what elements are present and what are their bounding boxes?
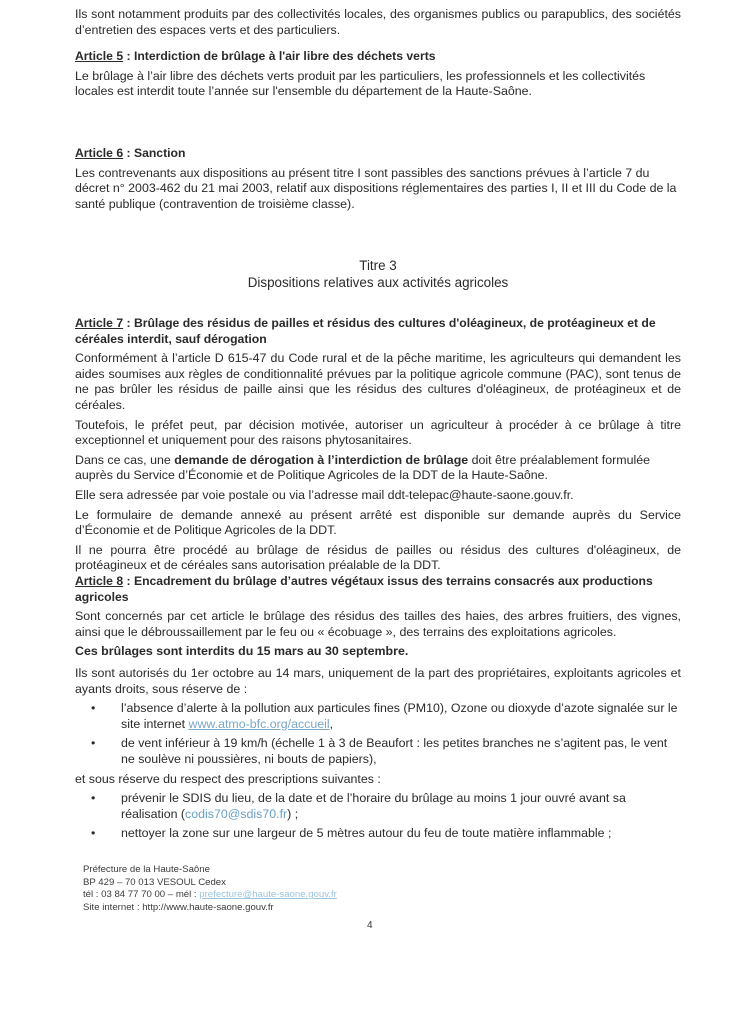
article-7-p3-text: Dans ce cas, une [75, 452, 175, 467]
article-7-paragraph-1: Conformément à l’article D 615-47 du Code rural et de la pêche maritime, les agriculteurs qui demandent les aides soumises aux règles de conditionnalité prévues par la politique agricole commune (PAC), sont tenus de ne pas brûler les résidus de paille ainsi que les résidus des cultures d'oléagineux, de protéagineux et de céréales. [75, 351, 681, 412]
article-7-p3-text-end: doit être préalablement formulée auprès du Service d’Économie et de Politique Agricoles de la DDT de la Haute-Saône. [75, 452, 651, 483]
footer-postal: BP 429 – 70 013 VESOUL Cedex [83, 876, 226, 888]
intro-paragraph [75, 7, 681, 38]
reserve-item [75, 701, 681, 732]
article-8-paragraph-3: Ils sont autorisés du 1er octobre au 14 mars, uniquement de la part des propriétaires, exploitants agricoles et ayants droits, sous réserve de : [75, 665, 681, 696]
article-5-label: Article 5 [75, 49, 124, 63]
reserve-list [75, 701, 681, 767]
codis-email-link[interactable]: codis70@sdis70.fr [185, 806, 288, 821]
article-7-p3-bold: demande de dérogation à l’interdiction de brûlage [174, 452, 469, 467]
titre-subtitle: Dispositions relatives aux activités agricoles [247, 275, 509, 290]
footer-phone: tél : 03 84 77 70 00 – mél : [83, 889, 200, 901]
reserve-item-text: l’absence d’alerte à la pollution aux particules fines (PM10), Ozone ou dioxyde d’azote signalée sur le site internet [121, 701, 678, 731]
reserve-item-text: de vent inférieur à 19 km/h (échelle 1 à 3 de Beaufort : les petites branches ne s’agitent pas, le vent ne soulève ni poussières, ni bouts de papiers), [121, 736, 668, 766]
article-7-heading [75, 316, 681, 347]
article-8-title: : Encadrement du brûlage d’autres végétaux issus des terrains consacrés aux productions agricoles [75, 574, 653, 604]
article-5-body: Le brûlage à l’air libre des déchets verts produit par les particuliers, les professionnels et les collectivités locales est interdit toute l’année sur l'ensemble du département de la Haute-Saône. [75, 68, 646, 99]
article-7-title: : Brûlage des résidus de pailles et résidus des cultures d'oléagineux, de protéagineux et de céréales interdit, sauf dérogation [75, 316, 656, 346]
article-7-paragraph-6: Il ne pourra être procédé au brûlage de résidus de pailles ou résidus des cultures d'oléagineux, de protéagineux et de céréales sans autorisation préalable de la DDT. [75, 542, 681, 573]
article-7-paragraph-4: Elle sera adressée par voie postale ou via l’adresse mail ddt-telepac@haute-saone.gouv.fr. [75, 487, 574, 502]
article-7-paragraph-2: Toutefois, le préfet peut, par décision motivée, autoriser un agriculteur à procéder à ce brûlage à titre exceptionnel et uniquement pour des raisons phytosanitaires. [75, 417, 681, 448]
prescription-item-text-end: ) ; [287, 806, 299, 821]
reserve-item-text-end: , [329, 716, 334, 731]
prescription-item-text: prévenir le SDIS du lieu, de la date et de l’horaire du brûlage au moins 1 jour ouvré avant sa réalisation ( [121, 791, 626, 821]
article-7-label: Article 7 [75, 316, 124, 330]
titre-heading [75, 257, 681, 291]
reserve-item [75, 736, 681, 767]
article-8-prohibition: Ces brûlages sont interdits du 15 mars au 30 septembre. [75, 644, 409, 659]
footer-website: Site internet : http://www.haute-saone.gouv.fr [83, 901, 274, 913]
bullet-icon: • [91, 701, 96, 716]
article-6-label: Article 6 [75, 146, 124, 160]
article-5-title: : Interdiction de brûlage à l'air libre des déchets verts [123, 49, 436, 63]
bullet-icon: • [91, 736, 96, 751]
atmo-link[interactable]: www.atmo-bfc.org/accueil [188, 716, 330, 731]
intro-text: Ils sont notamment produits par des collectivités locales, des organismes publics ou parapublics, des sociétés d’entretien des espaces verts et des particuliers. [75, 7, 681, 37]
page-number: 4 [367, 920, 373, 931]
article-5-heading [75, 49, 681, 65]
prescription-item-text: nettoyer la zone sur une largeur de 5 mètres autour du feu de toute matière inflammable ; [121, 826, 612, 841]
article-8-paragraph-1: Sont concernés par cet article le brûlage des résidus des tailles des haies, des arbres fruitiers, des vignes, ainsi que le débroussaillement par le feu ou « écobuage », des terrains des exploitations agricoles. [75, 609, 681, 639]
bullet-icon: • [91, 791, 96, 806]
article-7-paragraph-3 [75, 453, 681, 484]
titre-number: Titre 3 [359, 258, 397, 273]
article-6-heading [75, 146, 681, 162]
article-8 [75, 574, 681, 846]
article-8-heading [75, 574, 681, 605]
article-8-paragraph-4: et sous réserve du respect des prescriptions suivantes : [75, 771, 381, 786]
prescription-item [75, 791, 681, 822]
footer-email-link[interactable]: prefecture@haute-saone.gouv.fr [199, 889, 337, 901]
footer-contact [83, 889, 337, 902]
article-6-body: Les contrevenants aux dispositions au présent titre I sont passibles des sanctions prévues à l’article 7 du décret n° 2003-462 du 21 mai 2003, relatif aux dispositions réglementaires des parties I, II et III du Code de la santé publique (contravention de troisième classe). [75, 165, 677, 211]
article-6-title: : Sanction [123, 146, 186, 160]
bullet-icon: • [91, 826, 96, 841]
article-7-paragraph-5: Le formulaire de demande annexé au présent arrêté est disponible sur demande auprès du Service d’Économie et de Politique Agricoles de la DDT. [75, 507, 681, 538]
article-6 [75, 146, 681, 212]
prescription-list [75, 791, 681, 842]
article-8-label: Article 8 [75, 574, 124, 588]
article-5 [75, 49, 681, 100]
footer-address [83, 864, 337, 914]
article-7 [75, 316, 681, 574]
prescription-item [75, 826, 681, 842]
footer-prefecture: Préfecture de la Haute-Saône [83, 864, 210, 875]
